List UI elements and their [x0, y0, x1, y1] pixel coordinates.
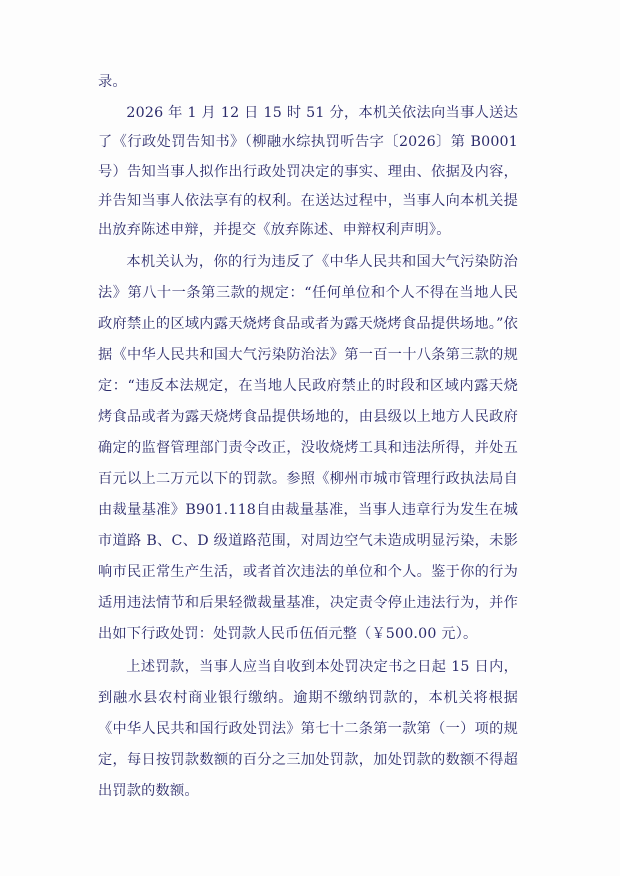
document-body	[98, 68, 518, 807]
paragraph-legal-basis: 本机关认为，你的行为违反了《中华人民共和国大气污染防治法》第八十一条第三款的规定：“任何单位和个人不得在当地人民政府禁止的区域内露天烧烤食品或者为露天烧烤食品提供场地。”依据《中华人民共和国大气污染防治法》第一百一十八条第三款的规定：“违反本法规定，在当地人民政府禁止的时段和区域内露天烧烤食品或者为露天烧烤食品提供场地的，由县级以上地方人民政府确定的监督管理部门责令改正，没收烧烤工具和违法所得，并处五百元以上二万元以下的罚款。参照《柳州市城市管理行政执法局自由裁量基准》B901.118自由裁量基准，当事人违章行为发生在城市道路 B、C、D 级道路范围，对周边空气未造成明显污染，未影响市民正常生产生活，或者首次违法的单位和个人。鉴于你的行为适用违法情节和后果轻微裁量基准，决定责令停止违法行为，并作出如下行政处罚：处罚款人民币伍佰元整（￥500.00 元）。	[98, 254, 518, 643]
paragraph-continuation: 录。	[98, 74, 127, 90]
paragraph-payment-terms: 上述罚款，当事人应当自收到本处罚决定书之日起 15 日内，到融水县农村商业银行缴纳。逾期不缴纳罚款的，本机关将根据《中华人民共和国行政处罚法》第七十二条第一款第（一）项的规定，每日按罚款数额的百分之三加处罚款，加处罚款的数额不得超出罚款的数额。	[98, 659, 518, 800]
paragraph-service-record: 2026 年 1 月 12 日 15 时 51 分，本机关依法向当事人送达了《行政处罚告知书》（柳融水综执罚听告字〔2026〕第 B0001 号）告知当事人拟作出行政处罚决定的事实、理由、依据及内容，并告知当事人依法享有的权利。在送达过程中，当事人向本机关提出放弃陈述申辩，并提交《放弃陈述、申辩权利声明》。	[98, 105, 518, 239]
